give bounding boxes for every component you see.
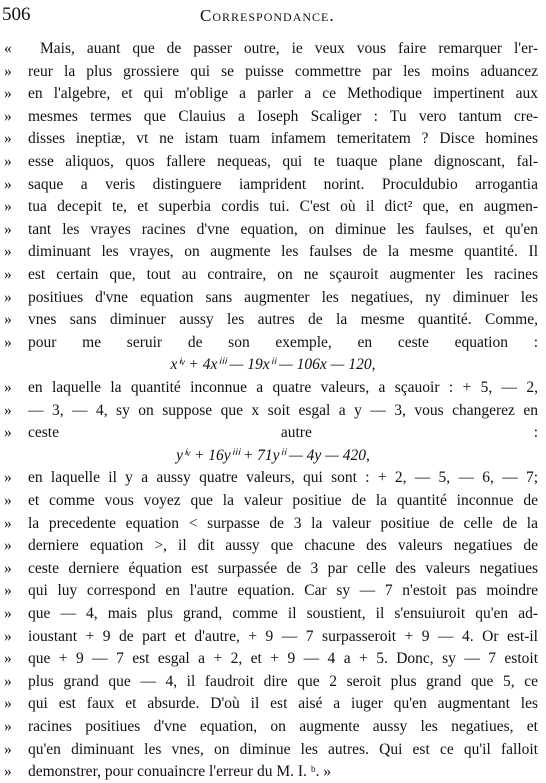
running-title: Correspondance. <box>200 6 335 25</box>
text-line <box>0 38 546 60</box>
text-line <box>0 761 546 783</box>
text-line <box>0 83 546 105</box>
quote-mark: » <box>4 627 12 645</box>
line-text: qui est faux et absurde. D'où il est aisé a iuger qu'en augmentant les <box>28 695 538 713</box>
quote-mark: » <box>4 514 12 532</box>
equation-line <box>0 445 546 467</box>
line-text: esse aliquos, quos fallere nequeas, qui te tuaque plane dignoscant, fal- <box>28 153 538 170</box>
text-line <box>0 332 546 354</box>
text-line <box>0 241 546 263</box>
text-line <box>0 580 546 602</box>
quote-mark: » <box>4 198 12 216</box>
quote-mark: » <box>4 401 12 419</box>
quote-mark: » <box>4 582 12 600</box>
quote-mark: » <box>4 605 12 622</box>
quote-mark: » <box>4 85 12 103</box>
quote-mark: » <box>4 469 12 487</box>
page-header <box>2 4 538 28</box>
text-line <box>0 151 546 173</box>
equation-line <box>0 354 546 376</box>
quote-mark: » <box>4 740 12 758</box>
line-text: plus grand que — 4, il faudroit dire que 2 seroit plus grand que 5, ce <box>28 672 538 690</box>
quote-mark: » <box>4 266 12 283</box>
text-line <box>0 671 546 693</box>
quote-mark: « <box>4 40 12 57</box>
line-text: Mais, auant que de passer outre, ie veux vous faire remarquer l'er- <box>40 40 538 57</box>
line-text: ceste derniere équation est surpassée de 3 par celle des valeurs negatiues <box>28 559 538 577</box>
line-text: derniere equation >, il dit aussy que chacune des valeurs negatiues de <box>28 537 538 555</box>
line-text: positiues d'vne equation sans augmenter les negatiues, ny diminuer les <box>28 288 538 306</box>
quote-mark: » <box>4 62 12 80</box>
page-number: 506 <box>2 4 31 25</box>
quote-mark: » <box>4 153 12 170</box>
line-text: est certain que, tout au contraire, on ne sçauroit augmenter les racines <box>28 266 538 283</box>
line-text: en laquelle la quantité inconnue a quatre valeurs, a sçauoir : + 5, — 2, <box>28 379 538 396</box>
text-line <box>0 128 546 150</box>
line-text: tua decepit te, et superbia cordis tui. C'est où il dict² que, en augmen- <box>28 198 538 216</box>
text-line <box>0 422 546 444</box>
text-line <box>0 377 546 399</box>
quote-mark: » <box>4 107 12 125</box>
text-line <box>0 264 546 286</box>
text-line <box>0 513 546 535</box>
line-text: qu'en diminuant les vnes, on diminue les autres. Qui est ce qu'il falloit <box>28 740 538 758</box>
line-text: ioustant + 9 de part et d'autre, + 9 — 7 surpasseroit + 9 — 4. Or est-il <box>28 627 538 645</box>
line-text: demonstrer, pour conuaincre l'erreur du M. I. ᵇ. » <box>28 763 332 781</box>
quote-mark: » <box>4 695 12 713</box>
quote-mark: » <box>4 537 12 555</box>
text-line <box>0 400 546 422</box>
line-text: ceste autre : <box>28 424 538 442</box>
line-text: racines positiues d'vne equation, on augmente aussy les negatiues, et <box>28 718 538 735</box>
line-text: — 3, — 4, sy on suppose que x soit esgal a y — 3, vous changerez en <box>28 401 538 419</box>
text-line <box>0 174 546 196</box>
text-line <box>0 739 546 761</box>
quote-mark: » <box>4 220 12 238</box>
text-line <box>0 693 546 715</box>
quote-mark: » <box>4 311 12 329</box>
quote-mark: » <box>4 175 12 193</box>
line-text: vnes sans diminuer aussy les autres de la mesme quantité. Comme, <box>28 311 538 329</box>
text-line <box>0 467 546 489</box>
text-line <box>0 106 546 128</box>
text-line <box>0 648 546 670</box>
text-line <box>0 535 546 557</box>
line-text: tant les vrayes racines d'vne equation, on diminue les faulses, et qu'en <box>28 220 538 238</box>
quote-mark: » <box>4 672 12 690</box>
quote-mark: » <box>4 763 12 781</box>
line-text: mesmes termes que Clauius a Ioseph Scaliger : Tu vero tantum cre- <box>28 107 538 125</box>
text-line <box>0 626 546 648</box>
quote-mark: » <box>4 288 12 306</box>
line-text: en laquelle il y a aussy quatre valeurs, qui sont : + 2, — 5, — 6, — 7; <box>28 469 538 487</box>
equation: xⁱᵛ + 4xⁱⁱⁱ — 19xⁱⁱ — 106x — 120, <box>170 356 376 374</box>
text-line <box>0 716 546 738</box>
quote-mark: » <box>4 492 12 509</box>
line-text: pour me seruir de son exemple, en ceste equation : <box>28 333 538 351</box>
text-line <box>0 287 546 309</box>
line-text: qui luy correspond en l'autre equation. Car sy — 7 n'estoit pas moindre <box>28 582 538 600</box>
line-text: disses ineptiæ, vt ne istam tuam infamem temeritatem ? Disce homines <box>28 130 538 148</box>
text-line <box>0 309 546 331</box>
quote-mark: » <box>4 650 12 668</box>
line-text: diminuant les vrayes, on augmente les faulses de la mesme quantité. Il <box>28 243 538 261</box>
line-text: reur la plus grossiere qui se puisse commettre par les moins aduancez <box>28 62 538 80</box>
line-text: saque a veris distinguere iamprident norint. Proculdubio arrogantia <box>28 175 538 193</box>
quote-mark: » <box>4 559 12 577</box>
quote-mark: » <box>4 130 12 148</box>
text-line <box>0 490 546 512</box>
text-line <box>0 558 546 580</box>
quote-mark: » <box>4 333 12 351</box>
quote-mark: » <box>4 379 12 396</box>
line-text: et comme vous voyez que la valeur positiue de la quantité inconnue de <box>28 492 538 509</box>
text-line <box>0 196 546 218</box>
quote-mark: » <box>4 718 12 735</box>
text-line <box>0 603 546 625</box>
line-text: en l'algebre, et qui m'oblige a parler a ce Methodique impertinent aux <box>28 85 538 103</box>
equation: yⁱᵛ + 16yⁱⁱⁱ + 71yⁱⁱ — 4y — 420, <box>176 446 370 464</box>
quote-mark: » <box>4 424 12 442</box>
quote-mark: » <box>4 243 12 261</box>
text-line <box>0 61 546 83</box>
line-text: la precedente equation < surpasse de 3 la valeur positiue de celle de la <box>28 514 538 532</box>
line-text: que + 9 — 7 est esgal a + 2, et + 9 — 4 a + 5. Donc, sy — 7 estoit <box>28 650 538 668</box>
line-text: que — 4, mais plus grand, comme il soustient, il s'ensuiuroit qu'en ad- <box>28 605 538 622</box>
text-line <box>0 219 546 241</box>
